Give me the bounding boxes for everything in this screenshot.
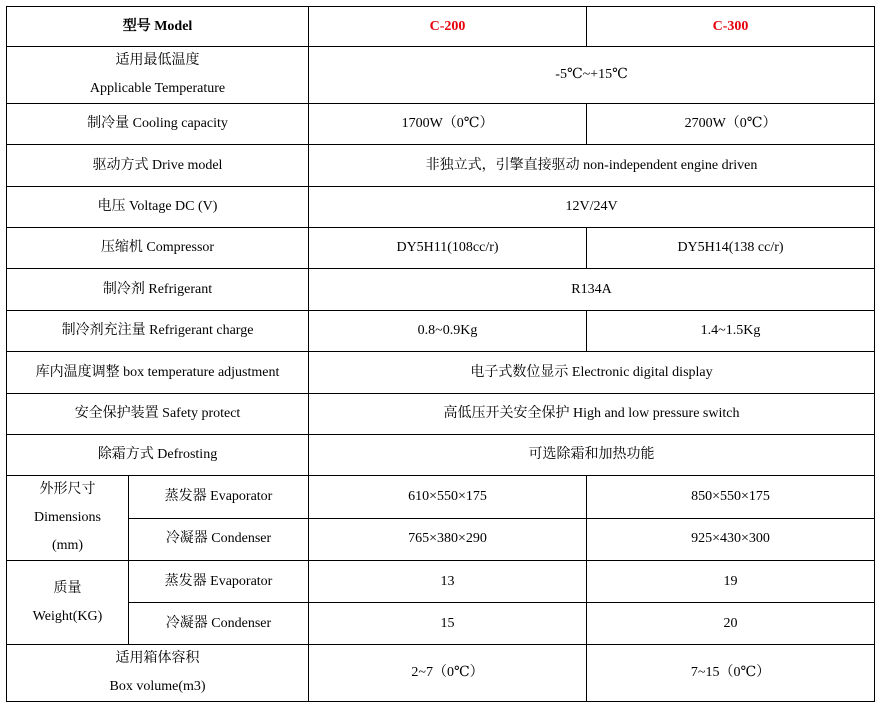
row-compressor [7,228,875,269]
charge-label: 制冷剂充注量 Refrigerant charge [7,311,309,352]
row-applicable-temperature [7,47,875,104]
dimensions-cond-c200: 765×380×290 [309,518,587,561]
volume-label [7,645,309,702]
defrost-label: 除霜方式 Defrosting [7,435,309,476]
model-c300: C-300 [587,7,875,47]
temp-label-cn: 适用最低温度 [115,53,200,68]
drive-value: 非独立式，引擎直接驱动 non-independent engine driven [309,145,875,187]
safety-value: 高低压开关安全保护 High and low pressure switch [309,394,875,435]
dimensions-cond-label: 冷凝器 Condenser [129,518,309,561]
dimensions-label-en: Dimensions [34,510,101,525]
compressor-label: 压缩机 Compressor [7,228,309,269]
row-cooling-capacity [7,104,875,145]
row-box-volume [7,645,875,702]
voltage-label: 电压 Voltage DC (V) [7,187,309,228]
drive-label: 驱动方式 Drive model [7,145,309,187]
weight-evap-c200: 13 [309,561,587,603]
weight-label-cn: 质量 [53,580,82,596]
dimensions-label [7,476,129,561]
row-weight-condenser [7,603,875,645]
cooling-c300: 2700W（0℃） [587,104,875,145]
dimensions-evap-label: 蒸发器 Evaporator [129,476,309,519]
cooling-label: 制冷量 Cooling capacity [7,104,309,145]
row-safety-protect [7,394,875,435]
weight-cond-c200: 15 [309,603,587,645]
temp-value: -5℃~+15℃ [309,47,875,104]
volume-c200: 2~7（0℃） [309,645,587,702]
cooling-c200: 1700W（0℃） [309,104,587,145]
box-temp-value: 电子式数位显示 Electronic digital display [309,352,875,394]
row-dimensions-evaporator [7,476,875,519]
weight-label [7,561,129,645]
dimensions-evap-c300: 850×550×175 [587,476,875,519]
volume-label-en: Box volume(m3) [109,679,206,694]
box-temp-label: 库内温度调整 box temperature adjustment [7,352,309,394]
spec-table [6,6,875,702]
compressor-c300: DY5H14(138 cc/r) [587,228,875,269]
weight-cond-c300: 20 [587,603,875,645]
row-refrigerant-charge [7,311,875,352]
weight-label-en: Weight(KG) [32,608,103,624]
dimensions-evap-c200: 610×550×175 [309,476,587,519]
row-dimensions-condenser [7,518,875,561]
row-drive-model [7,145,875,187]
weight-evap-label: 蒸发器 Evaporator [129,561,309,603]
weight-evap-c300: 19 [587,561,875,603]
compressor-c200: DY5H11(108cc/r) [309,228,587,269]
dimensions-label-cn: 外形尺寸 [39,482,96,497]
safety-label: 安全保护装置 Safety protect [7,394,309,435]
defrost-value: 可选除霜和加热功能 [309,435,875,476]
row-defrosting [7,435,875,476]
temp-label-en: Applicable Temperature [89,81,226,96]
row-weight-evaporator [7,561,875,603]
model-label: 型号 Model [7,7,309,47]
row-refrigerant [7,269,875,311]
row-voltage [7,187,875,228]
volume-c300: 7~15（0℃） [587,645,875,702]
temp-label [7,47,309,104]
refrigerant-value: R134A [309,269,875,311]
volume-label-cn: 适用箱体容积 [115,651,200,666]
row-box-temperature [7,352,875,394]
header-row [7,7,875,47]
weight-cond-label: 冷凝器 Condenser [129,603,309,645]
dimensions-label-unit: (mm) [51,538,84,553]
dimensions-cond-c300: 925×430×300 [587,518,875,561]
model-c200: C-200 [309,7,587,47]
charge-c300: 1.4~1.5Kg [587,311,875,352]
voltage-value: 12V/24V [309,187,875,228]
refrigerant-label: 制冷剂 Refrigerant [7,269,309,311]
charge-c200: 0.8~0.9Kg [309,311,587,352]
